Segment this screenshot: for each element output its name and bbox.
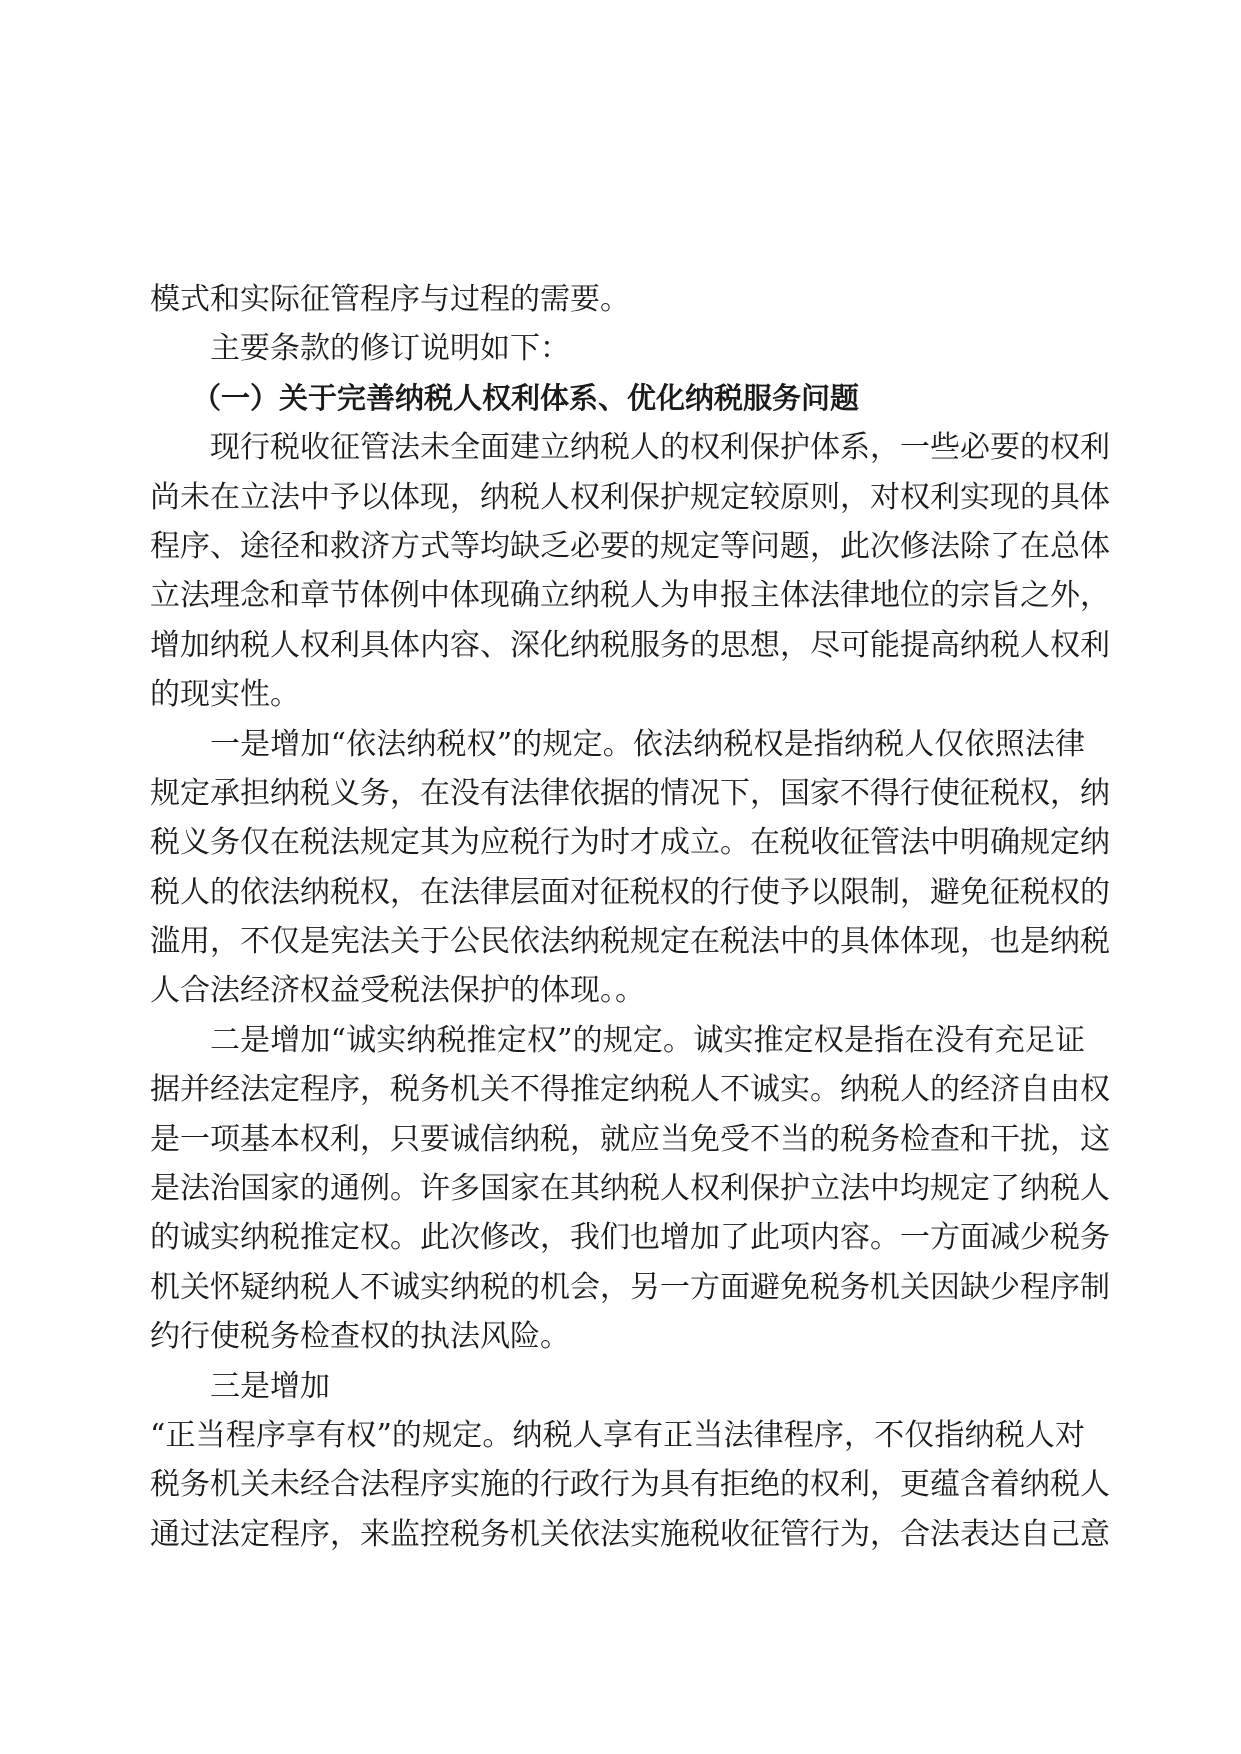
text-line: 三是增加 [210,1368,330,1404]
text-line: 主要条款的修订说明如下： [210,331,570,367]
section-heading: （一）关于完善纳税人权利体系、优化纳税服务问题 [192,380,860,415]
text-line: 税务机关未经合法程序实施的行政行为具有拒绝的权利，更蕴含着纳税人 [150,1467,1110,1503]
text-line: 是一项基本权利，只要诚信纳税，就应当免受不当的税务检查和干扰，这 [150,1121,1110,1157]
text-line: 是法治国家的通例。许多国家在其纳税人权利保护立法中均规定了纳税人 [150,1171,1110,1207]
text-line: 一是增加“依法纳税权”的规定。依法纳税权是指纳税人仅依照法律 [210,726,1085,762]
text-line: “正当程序享有权”的规定。纳税人享有正当法律程序，不仅指纳税人对 [150,1417,1085,1453]
text-line: 增加纳税人权利具体内容、深化纳税服务的思想，尽可能提高纳税人权利 [150,627,1110,663]
document-page [150,275,1110,1559]
text-line: 现行税收征管法未全面建立纳税人的权利保护体系，一些必要的权利 [210,430,1110,466]
text-line: 规定承担纳税义务，在没有法律依据的情况下，国家不得行使征税权，纳 [150,775,1110,811]
text-line: 二是增加“诚实纳税推定权”的规定。诚实推定权是指在没有充足证 [210,1022,1085,1058]
text-line: 通过法定程序，来监控税务机关依法实施税收征管行为，合法表达自己意 [150,1516,1110,1552]
text-line: 的现实性。 [150,677,300,713]
text-line: 税义务仅在税法规定其为应税行为时才成立。在税收征管法中明确规定纳 [150,825,1110,861]
text-line: 机关怀疑纳税人不诚实纳税的机会，另一方面避免税务机关因缺少程序制 [150,1269,1110,1305]
text-line: 的诚实纳税推定权。此次修改，我们也增加了此项内容。一方面减少税务 [150,1220,1110,1256]
text-line: 尚未在立法中予以体现，纳税人权利保护规定较原则，对权利实现的具体 [150,479,1110,515]
text-line: 立法理念和章节体例中体现确立纳税人为申报主体法律地位的宗旨之外， [150,578,1110,614]
text-line: 滥用，不仅是宪法关于公民依法纳税规定在税法中的具体体现，也是纳税 [150,924,1110,960]
text-line: 据并经法定程序，税务机关不得推定纳税人不诚实。纳税人的经济自由权 [150,1072,1110,1108]
text-line: 程序、途径和救济方式等均缺乏必要的规定等问题，此次修法除了在总体 [150,528,1110,564]
text-line: 约行使税务检查权的执法风险。 [150,1319,570,1355]
text-line: 模式和实际征管程序与过程的需要。 [150,282,630,317]
text-line: 人合法经济权益受税法保护的体现。。 [150,973,645,1009]
text-line: 税人的依法纳税权，在法律层面对征税权的行使予以限制，避免征税权的 [150,874,1110,910]
